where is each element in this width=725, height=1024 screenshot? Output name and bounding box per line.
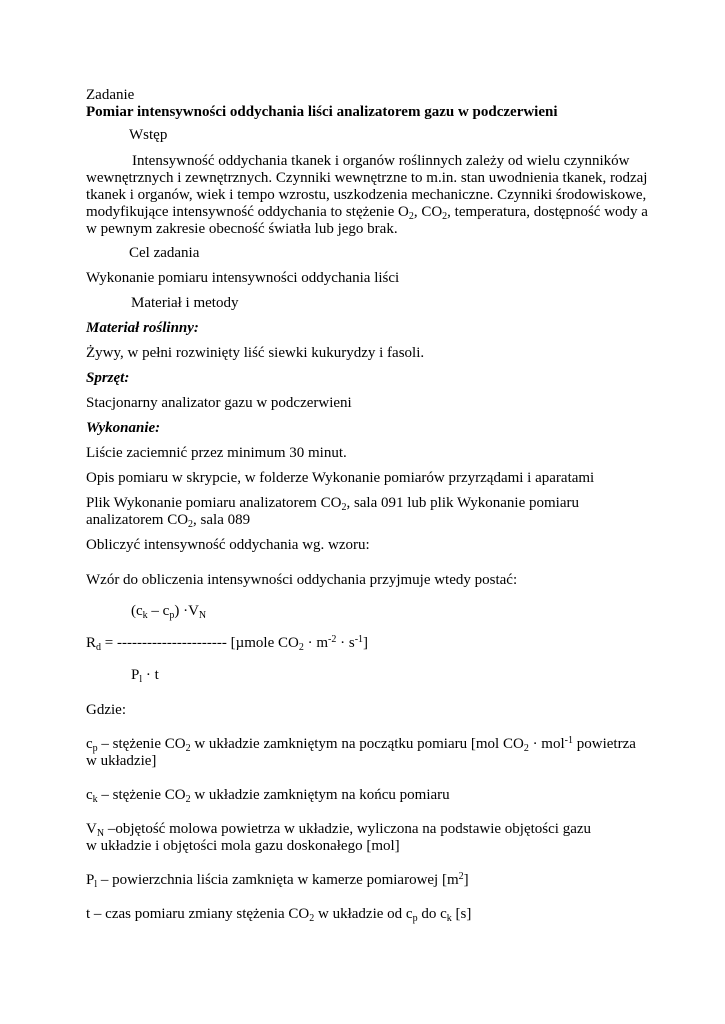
intro-heading: Wstęp xyxy=(129,127,168,143)
equipment-label: Sprzęt: xyxy=(86,370,130,386)
goal-heading: Cel zadania xyxy=(129,245,200,261)
material-text: Żywy, w pełni rozwinięty liść siewki kukurydzy i fasoli. xyxy=(86,345,425,361)
definition-t: t – czas pomiaru zmiany stężenia $CO_2$ w układzie od $c_p$ do $c_k$ [s] xyxy=(86,906,472,924)
procedure-step-3: Plik Wykonanie pomiaru analizatorem $CO_2$, sala 091 lub plik Wykonanie pomiaru analizatorem $CO_2$, sala 089 xyxy=(86,495,579,530)
document-title: Pomiar intensywności oddychania liści analizatorem gazu w podczerwieni xyxy=(86,104,558,120)
methods-heading: Materiał i metody xyxy=(131,295,239,311)
intro-paragraph: Intensywność oddychania tkanek i organów roślinnych zależy od wielu czynników wewnętrznych i zewnętrznych. Czynniki wewnętrzne to m.in. stan uwodnienia tkanek, rodzaj tkanek i organów, wiek i tempo wzrostu, uszkodzenia mechaniczne. Czynniki środowiskowe, modyfikujące intensywność oddychania to stężenie $O_2$, $CO_2$, temperatura, dostępność wody a w pewnym zakresie obecność światła lub jego brak. xyxy=(86,153,648,237)
goal-text: Wykonanie pomiaru intensywności oddychania liści xyxy=(86,270,400,286)
definition-cp: $c_p$ – stężenie $CO_2$ w układzie zamkniętym na początku pomiaru [mol $CO_2 \cdot mol^{-1}$ powietrza w układzie] xyxy=(86,735,636,769)
formula-numerator: $(c_k - c_p) \cdot V_N$ xyxy=(131,603,207,621)
definition-ck: $c_k$ – stężenie $CO_2$ w układzie zamkniętym na końcu pomiaru xyxy=(86,787,450,805)
procedure-step-1: Liście zaciemnić przez minimum 30 minut. xyxy=(86,445,347,461)
formula-intro: Wzór do obliczenia intensywności oddychania przyjmuje wtedy postać: xyxy=(86,572,518,588)
material-label: Materiał roślinny: xyxy=(86,320,199,336)
procedure-step-4: Obliczyć intensywność oddychania wg. wzoru: xyxy=(86,537,370,553)
procedure-label: Wykonanie: xyxy=(86,420,161,436)
definition-pl: $P_l$ – powierzchnia liścia zamknięta w kamerze pomiarowej $[m^2]$ xyxy=(86,871,469,890)
procedure-step-2: Opis pomiaru w skrypcie, w folderze Wykonanie pomiarów przyrządami i aparatami xyxy=(86,470,595,486)
equipment-text: Stacjonarny analizator gazu w podczerwieni xyxy=(86,395,352,411)
formula-denominator: $P_l \cdot t$ xyxy=(131,667,159,685)
task-heading: Zadanie xyxy=(86,87,135,103)
where-label: Gdzie: xyxy=(86,702,126,718)
definition-vn: $V_N$ –objętość molowa powietrza w układzie, wyliczona na podstawie objętości gazu w układzie i objętości mola gazu doskonałego [mol] xyxy=(86,821,592,854)
formula-main-line: $R_d$ = ---------------------- [µmole $CO_2 \cdot m^{-2} \cdot s^{-1}$] xyxy=(86,634,369,653)
